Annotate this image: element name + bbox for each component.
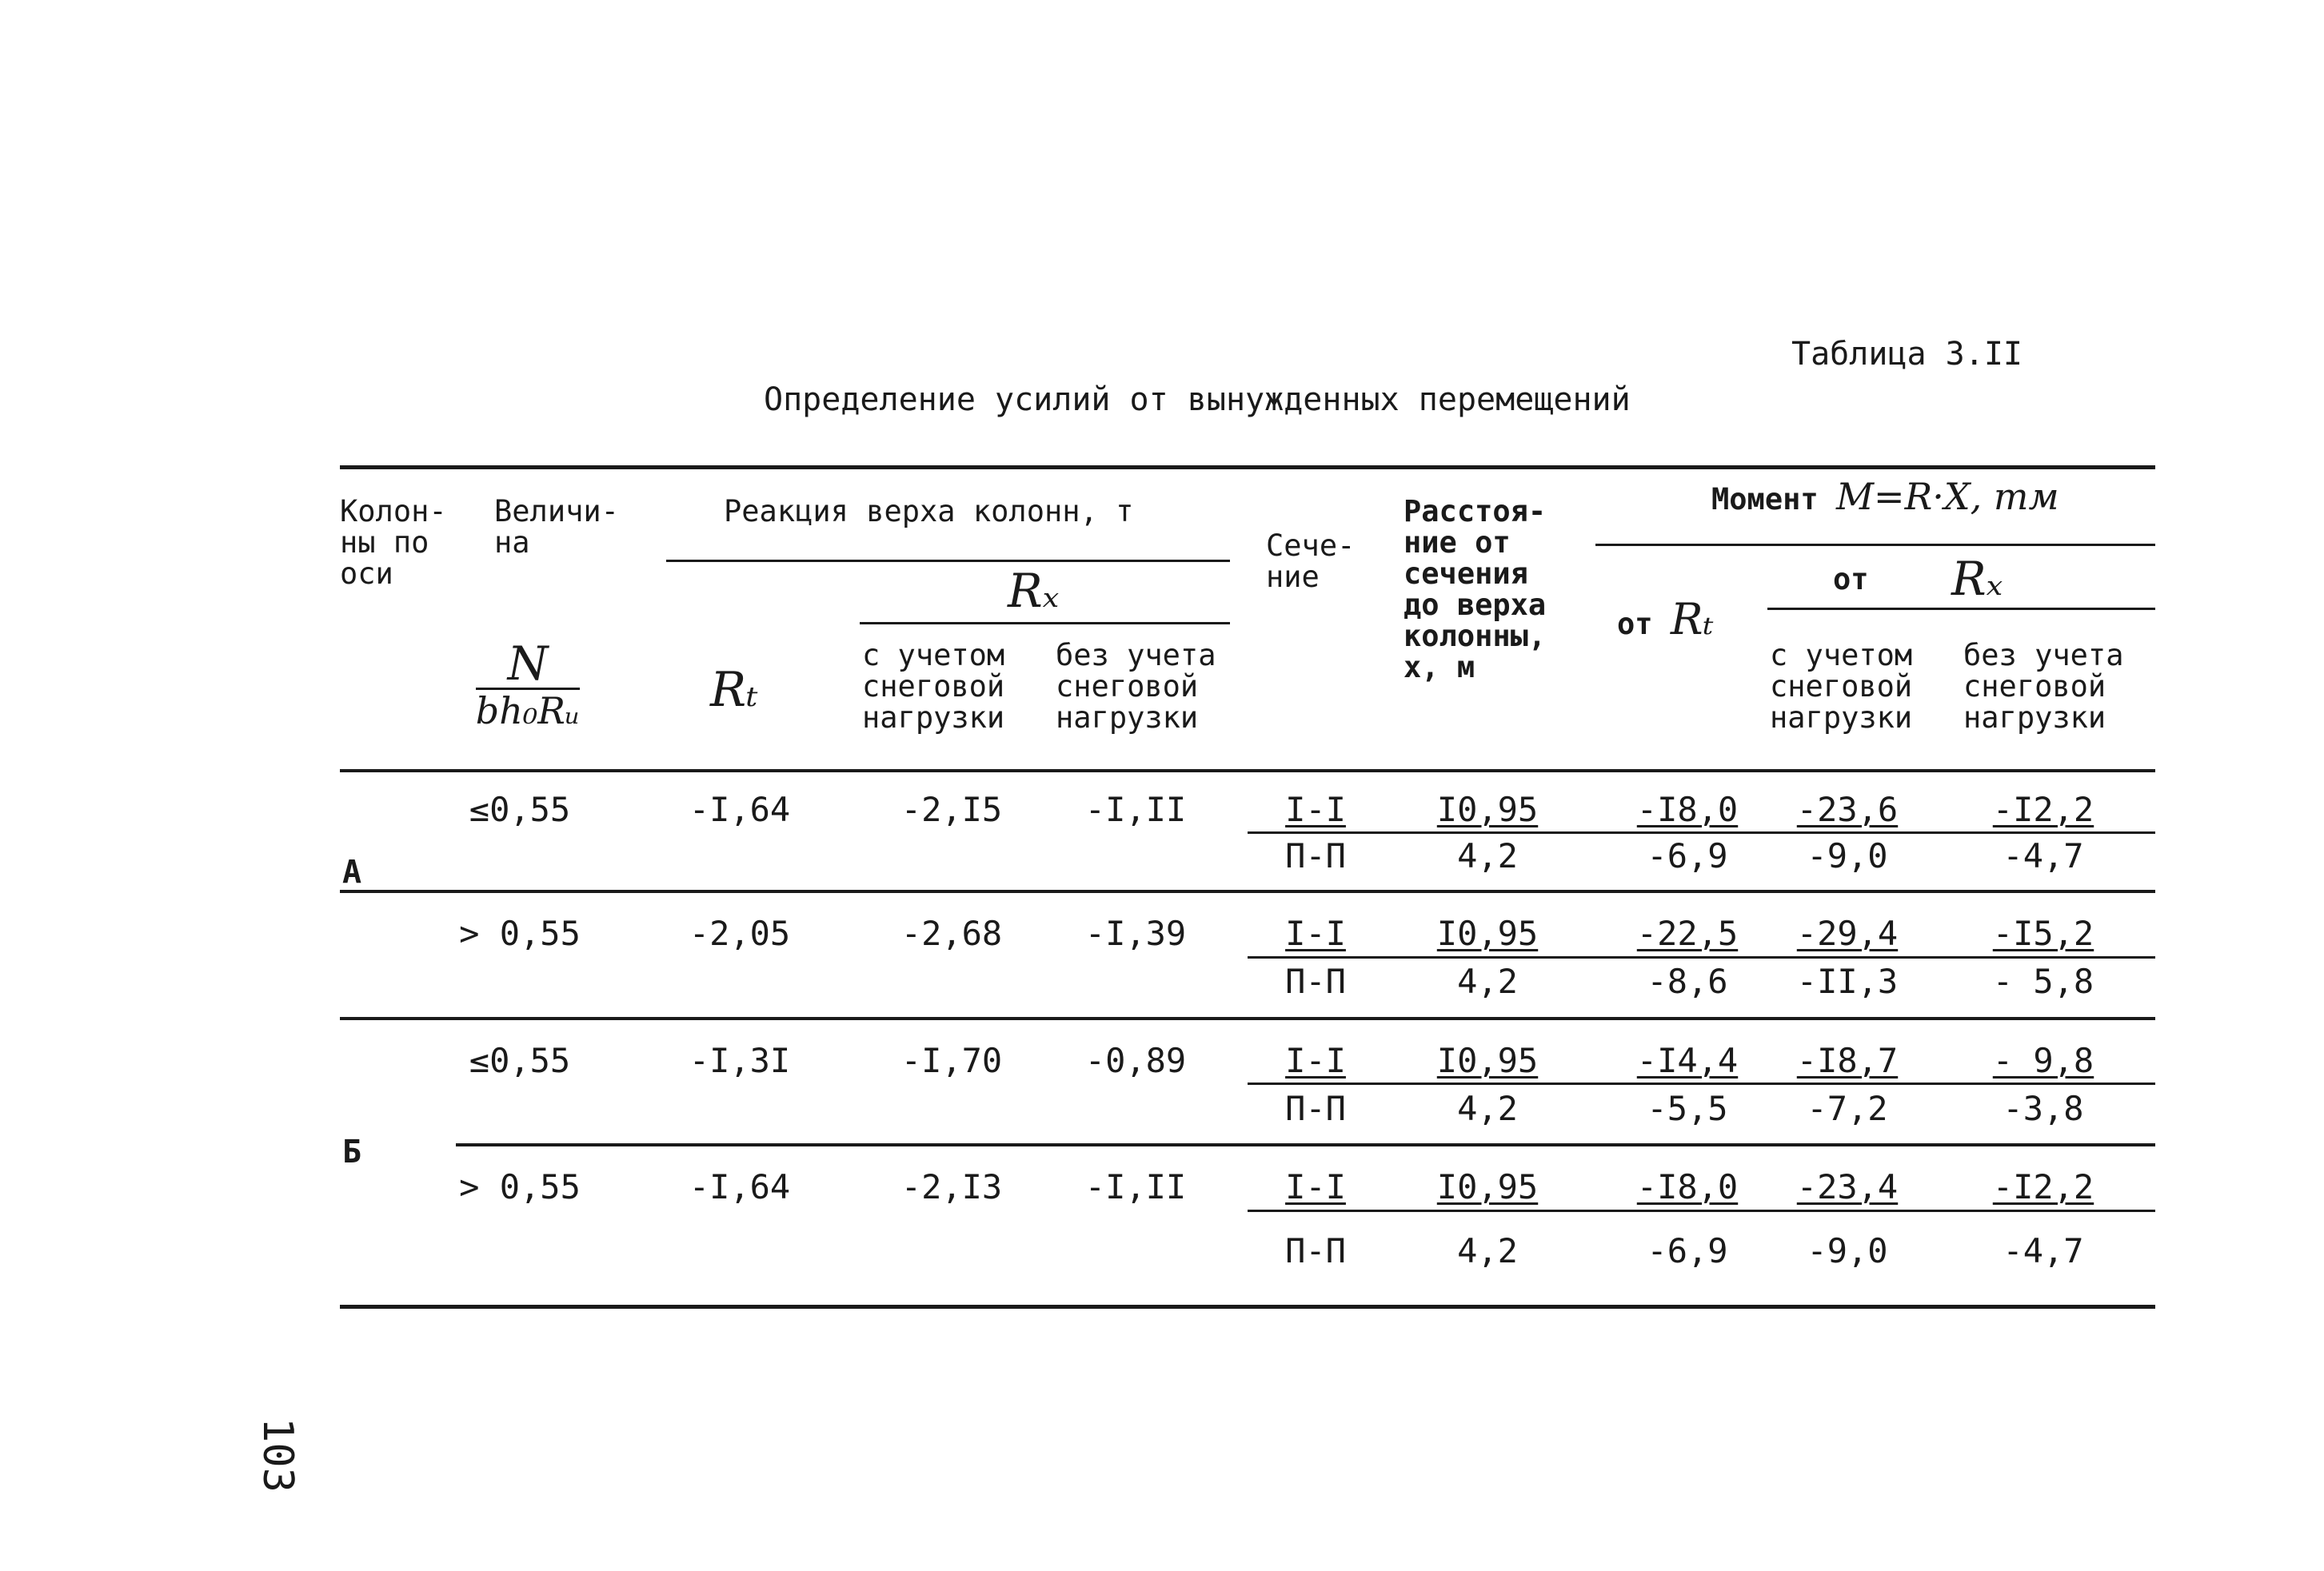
cell-moment-with: -9,0 (1807, 1231, 1888, 1270)
cell-moment-rt: -I8,0 (1636, 790, 1739, 829)
cell-rx-with: -2,I5 (900, 790, 1003, 829)
cell-moment-with: -23,6 (1796, 790, 1899, 829)
reaction-group-rule (666, 560, 1230, 562)
cell-moment-with: -9,0 (1807, 836, 1888, 875)
cell-moment-without: -I2,2 (1992, 1167, 2094, 1206)
table-caption: Таблица 3.II (1791, 336, 2023, 373)
cell-rt: -2,05 (689, 914, 791, 953)
page-number: 103 (253, 1417, 301, 1493)
section-rule (1248, 1210, 2155, 1212)
cell-moment-rt: -6,9 (1647, 836, 1728, 875)
cell-moment-without: -4,7 (2003, 836, 2084, 875)
cell-distance: 4,2 (1457, 962, 1518, 1001)
cell-moment-without: -I5,2 (1992, 914, 2094, 953)
cell-rt: -I,64 (689, 790, 791, 829)
cell-section: I-I (1285, 790, 1346, 829)
header-rt: Rₜ (710, 662, 758, 718)
cell-rx-without: -I,39 (1084, 914, 1187, 953)
from-rt-symbol: Rₜ (1670, 594, 1714, 644)
cell-distance: 4,2 (1457, 836, 1518, 875)
cell-distance: I0,95 (1436, 1041, 1539, 1080)
cell-moment-with: -II,3 (1796, 962, 1899, 1001)
header-axis: Колон- ны по оси (340, 494, 447, 591)
cell-distance: I0,95 (1436, 1167, 1539, 1206)
group-rule (456, 1143, 2155, 1146)
cell-section: I-I (1285, 1041, 1346, 1080)
cell-value: > 0,55 (459, 1167, 581, 1206)
cell-rt: -I,64 (689, 1167, 791, 1206)
section-rule (1248, 831, 2155, 834)
fraction-numerator: N (507, 636, 549, 691)
cell-section: П-П (1285, 962, 1346, 1001)
moment-group-rule (1595, 544, 2155, 546)
fraction-denominator: bh₀Rᵤ (475, 689, 581, 732)
header-moment (1711, 475, 2059, 518)
cell-value: > 0,55 (459, 914, 581, 953)
header-rx: Rₓ (1008, 564, 1060, 618)
from-rx-rule (1767, 608, 2155, 610)
section-rule (1248, 1083, 2155, 1085)
header-from-rx-symbol: Rₓ (1951, 552, 2003, 606)
cell-moment-rt: -22,5 (1636, 914, 1739, 953)
cell-distance: 4,2 (1457, 1089, 1518, 1128)
cell-value: ≤0,55 (469, 790, 571, 829)
cell-section: П-П (1285, 1231, 1346, 1270)
cell-moment-rt: -5,5 (1647, 1089, 1728, 1128)
header-from-rt (1617, 594, 1714, 644)
table-bottom-rule (340, 1305, 2155, 1309)
table-title: Определение усилий от вынужденных перемещений (764, 381, 1631, 418)
cell-section: I-I (1285, 914, 1346, 953)
value-fraction (464, 636, 592, 732)
cell-moment-without: - 9,8 (1992, 1041, 2094, 1080)
table-top-rule (340, 465, 2155, 469)
header-from-rx (1833, 564, 1869, 595)
cell-moment-rt: -I8,0 (1636, 1167, 1739, 1206)
cell-moment-with: -7,2 (1807, 1089, 1888, 1128)
cell-moment-without: -4,7 (2003, 1231, 2084, 1270)
header-reaction-group: Реакция верха колонн, т (724, 494, 1134, 528)
moment-label: Момент (1711, 482, 1836, 516)
cell-moment-rt: -I4,4 (1636, 1041, 1739, 1080)
cell-rx-without: -0,89 (1084, 1041, 1187, 1080)
section-rule (1248, 956, 2155, 959)
axis-label-a: А (342, 854, 362, 891)
cell-moment-with: -23,4 (1796, 1167, 1899, 1206)
cell-rx-with: -2,I3 (900, 1167, 1003, 1206)
cell-moment-without: -I2,2 (1992, 790, 2094, 829)
cell-moment-without: -3,8 (2003, 1089, 2084, 1128)
moment-formula: M=R·X, тм (1835, 475, 2059, 518)
header-m-without-snow: без учета снеговой нагрузки (1963, 638, 2124, 735)
group-rule (340, 1017, 2155, 1020)
cell-moment-with: -I8,7 (1796, 1041, 1899, 1080)
from-rt-prefix: от (1617, 607, 1671, 641)
header-rx-without-snow: без учета снеговой нагрузки (1056, 638, 1216, 735)
from-rx-prefix: от (1833, 562, 1869, 596)
cell-moment-rt: -6,9 (1647, 1231, 1728, 1270)
cell-distance: 4,2 (1457, 1231, 1518, 1270)
cell-rx-without: -I,II (1084, 1167, 1187, 1206)
group-rule (340, 890, 2155, 893)
axis-label-b: Б (342, 1134, 362, 1170)
cell-distance: I0,95 (1436, 914, 1539, 953)
header-m-with-snow: с учетом снеговой нагрузки (1770, 638, 1913, 735)
cell-rx-without: -I,II (1084, 790, 1187, 829)
cell-rx-with: -2,68 (900, 914, 1003, 953)
header-section: Сече- ние (1266, 528, 1356, 594)
header-rx-with-snow: с учетом снеговой нагрузки (862, 638, 1005, 735)
header-bottom-rule (340, 769, 2155, 772)
cell-moment-with: -29,4 (1796, 914, 1899, 953)
header-value: Величи- на (494, 494, 619, 560)
cell-distance: I0,95 (1436, 790, 1539, 829)
cell-moment-without: - 5,8 (1992, 962, 2094, 1001)
cell-value: ≤0,55 (469, 1041, 571, 1080)
cell-rt: -I,3I (689, 1041, 791, 1080)
cell-rx-with: -I,70 (900, 1041, 1003, 1080)
cell-moment-rt: -8,6 (1647, 962, 1728, 1001)
cell-section: П-П (1285, 1089, 1346, 1128)
cell-section: П-П (1285, 836, 1346, 875)
cell-section: I-I (1285, 1167, 1346, 1206)
rx-rule (860, 622, 1230, 624)
header-distance: Расстоя- ние от сечения до верха колонны, x, м (1404, 494, 1547, 684)
